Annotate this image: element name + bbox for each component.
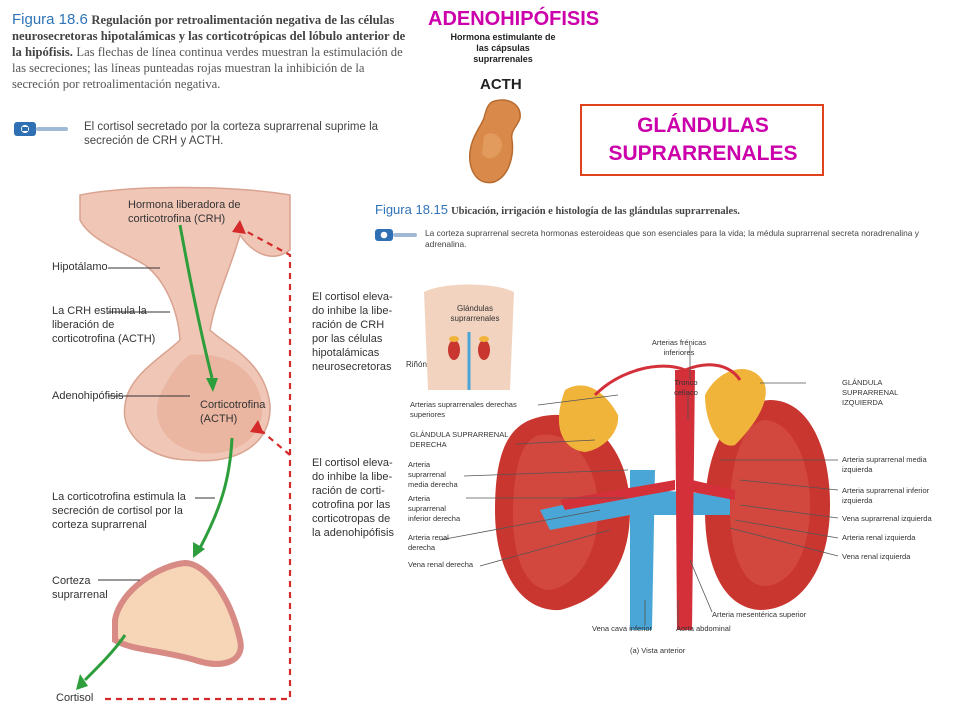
label-adenohipofisis: Adenohipófisis: [52, 390, 124, 402]
glandulas-title: GLÁNDULAS SUPRARRENALES: [608, 114, 798, 165]
fig1815-key-text: La corteza suprarrenal secreta hormonas esteroideas que son esenciales para la vida; la médula suprarrenal secreta noradrenalina y adrenalina.: [425, 228, 919, 249]
inset-rinon-label: Riñón: [406, 360, 427, 369]
label-mesenterica: Arteria mesentérica superior: [712, 610, 807, 619]
label-inf-izq: Arteria suprarrenal inferior izquierda: [842, 486, 930, 505]
label-tronco: Tronco celíaco: [674, 378, 698, 397]
inset-glandulas-label: Glándulas suprarrenales: [450, 304, 500, 323]
label-hipotalamo: Hipotálamo: [52, 261, 108, 273]
label-glandula-izq: GLÁNDULA SUPRARRENAL IZQUIERDA: [842, 378, 898, 407]
hormona-text: Hormona estimulante de las cápsulas suprarrenales: [450, 32, 556, 64]
fig186-number: Figura 18.6: [12, 11, 88, 28]
label-vena-renal-izq: Vena renal izquierda: [842, 552, 911, 561]
label-cava: Vena cava inferior: [592, 624, 653, 633]
label-inf-der: Arteria suprarrenal inferior derecha: [408, 494, 461, 523]
label-crh-stim: La CRH estimula la liberación de corticotrofina (ACTH): [52, 305, 156, 345]
label-glandula-der: GLÁNDULA SUPRARRENAL DERECHA: [410, 430, 509, 449]
label-inhibe-acth: El cortisol eleva- do inhibe la libe- ración de corti- cotrofina por las corticotropas de la adenohipófisis: [312, 457, 394, 539]
fig186-title-bold: Regulación por retroalimentación negativa de las células neurosecretoras hipotalámicas y las corticotrópicas del lóbulo anterior de la hipófisis.: [12, 13, 406, 59]
fig1815-title: Ubicación, irrigación e histología de las glándulas suprarrenales.: [451, 206, 740, 217]
fig186-title-normal: Las flechas de línea continua verdes muestran la estimulación de las secreciones; las líneas punteadas rojas muestran la inhibición de la secreción por retroalimentación negativa.: [12, 45, 403, 91]
label-crh: Hormona liberadora de corticotrofina (CRH): [128, 199, 241, 225]
label-renal-art-der: Arteria renal derecha: [408, 533, 449, 552]
fig186-key-text: El cortisol secretado por la corteza suprarrenal suprime la secreción de CRH y ACTH.: [84, 121, 379, 147]
label-vena-renal-der: Vena renal derecha: [408, 560, 474, 569]
fig1815-number: Figura 18.15: [375, 202, 448, 217]
label-aorta: Aorta abdominal: [676, 624, 731, 633]
label-vena-sup-izq: Vena suprarrenal izquierda: [842, 514, 932, 523]
label-media-der: Arteria suprarrenal media derecha: [408, 460, 458, 489]
label-acth-stim: La corticotrofina estimula la secreción de cortisol por la corteza suprarrenal: [52, 491, 186, 531]
adenohipofisis-title: ADENOHIPÓFISIS: [428, 8, 600, 30]
label-acth: Corticotrofina (ACTH): [200, 399, 266, 425]
acth-title: ACTH: [480, 76, 522, 93]
label-renal-art-izq: Arteria renal izquierda: [842, 533, 916, 542]
label-cortisol: Cortisol: [56, 692, 94, 704]
label-sup-der: Arterias suprarrenales derechas superiores: [410, 400, 517, 419]
label-frenicas: Arterias frénicas inferiores: [651, 338, 707, 357]
label-inhibe-crh: El cortisol eleva- do inhibe la libe- ración de CRH por las células hipotalámicas neurosecretoras: [312, 291, 393, 373]
label-media-izq: Arteria suprarrenal media izquierda: [842, 455, 927, 474]
label-corteza: Corteza suprarrenal: [52, 575, 108, 601]
label-vista: (a) Vista anterior: [630, 646, 686, 655]
